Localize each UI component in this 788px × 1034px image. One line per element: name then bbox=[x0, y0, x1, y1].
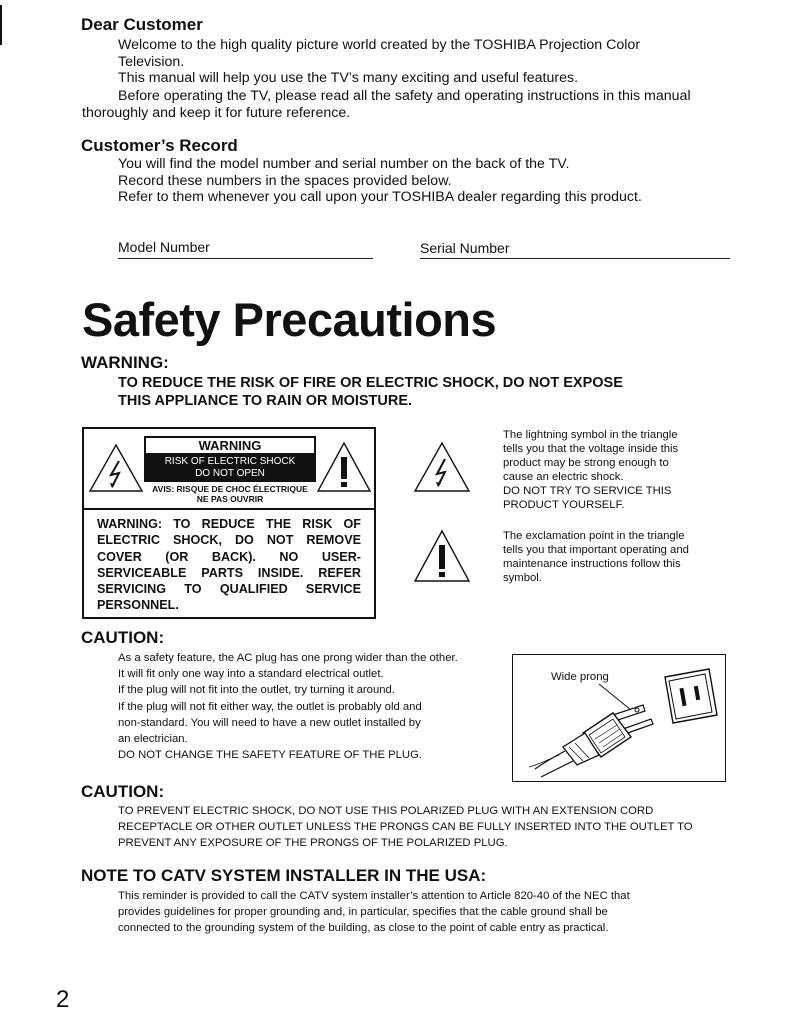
text-line: You will find the model number and serial number on the back of the TV. bbox=[118, 156, 570, 172]
dear-customer-text-2 bbox=[82, 88, 772, 121]
sticker-line: DO NOT OPEN bbox=[195, 468, 265, 479]
caution-heading-2: CAUTION: bbox=[81, 782, 165, 801]
page-edge-mark bbox=[0, 5, 2, 45]
text-line: maintenance instructions follow this bbox=[503, 558, 681, 570]
sticker-line: RISK OF ELECTRIC SHOCK bbox=[164, 456, 296, 467]
caution-heading: CAUTION: bbox=[81, 628, 165, 647]
text-line: non-standard. You will need to have a new outlet installed by bbox=[118, 716, 421, 729]
text-line: PREVENT ANY EXPOSURE OF THE PRONGS OF THE POLARIZED PLUG. bbox=[118, 837, 508, 850]
text-line: Before operating the TV, please read all the safety and operating instructions in this manual bbox=[118, 88, 691, 104]
text-line: The exclamation point in the triangle bbox=[503, 530, 685, 542]
warning-sticker bbox=[144, 436, 316, 482]
text-line: tells you that important operating and bbox=[503, 544, 689, 556]
warning-label-box bbox=[82, 427, 376, 619]
exclamation-explanation bbox=[503, 529, 773, 585]
text-line: It will fit only one way into a standard electrical outlet. bbox=[118, 668, 384, 681]
avis-line: NE PAS OUVRIR bbox=[196, 494, 264, 504]
caution-plug-text bbox=[118, 650, 508, 763]
text-line: tells you that the voltage inside this bbox=[503, 443, 679, 455]
exclamation-triangle-icon bbox=[413, 529, 471, 583]
avis-line: AVIS: RISQUE DE CHOC ÉLECTRIQUE bbox=[152, 484, 308, 494]
text-line: Refer to them whenever you call upon your TOSHIBA dealer regarding this product. bbox=[118, 189, 642, 205]
plug-figure bbox=[512, 654, 726, 782]
text-line: PRODUCT YOURSELF. bbox=[503, 499, 625, 511]
model-number-label: Model Number bbox=[118, 239, 210, 255]
text-line: Television. bbox=[118, 53, 185, 70]
caution-extension-text bbox=[118, 803, 778, 852]
text-line: RECEPTACLE OR OTHER OUTLET UNLESS THE PRONGS CAN BE FULLY INSERTED INTO THE OUTLET TO bbox=[118, 821, 693, 834]
text-line: symbol. bbox=[503, 572, 542, 584]
text-line: connected to the grounding system of the building, as close to the point of cable entry as practical. bbox=[118, 922, 609, 935]
wide-prong-label: Wide prong bbox=[551, 671, 609, 683]
warning-text bbox=[118, 374, 623, 410]
warning-line: TO REDUCE THE RISK OF FIRE OR ELECTRIC SHOCK, DO NOT EXPOSE bbox=[118, 375, 623, 391]
text-line: If the plug will not fit either way, the outlet is probably old and bbox=[118, 700, 422, 713]
text-line: DO NOT CHANGE THE SAFETY FEATURE OF THE PLUG. bbox=[118, 749, 423, 762]
customers-record-heading: Customer’s Record bbox=[81, 136, 238, 155]
page-number: 2 bbox=[56, 986, 70, 1013]
text-line: Welcome to the high quality picture world created by the TOSHIBA Projection Color bbox=[118, 37, 641, 53]
polarized-plug-icon bbox=[513, 655, 725, 781]
label-divider bbox=[84, 508, 374, 510]
text-line: an electrician. bbox=[118, 733, 188, 746]
catv-note-text bbox=[118, 888, 778, 937]
avis-text bbox=[140, 484, 320, 504]
catv-note-heading: NOTE TO CATV SYSTEM INSTALLER IN THE USA: bbox=[81, 866, 487, 885]
warning-line: THIS APPLIANCE TO RAIN OR MOISTURE. bbox=[118, 393, 413, 409]
customers-record-text bbox=[118, 156, 768, 206]
text-line: Record these numbers in the spaces provided below. bbox=[118, 172, 452, 189]
text-line: This reminder is provided to call the CATV system installer’s attention to Article 820-40 of the NEC that bbox=[118, 890, 630, 902]
text-line: If the plug will not fit into the outlet, try turning it around. bbox=[118, 684, 395, 697]
serial-number-label: Serial Number bbox=[420, 240, 510, 256]
lightning-explanation bbox=[503, 428, 773, 512]
text-line: product may be strong enough to bbox=[503, 457, 669, 469]
text-line: cause an electric shock. bbox=[503, 471, 624, 483]
warning-heading: WARNING: bbox=[81, 353, 169, 372]
safety-precautions-title: Safety Precautions bbox=[82, 293, 497, 346]
text-line: thoroughly and keep it for future reference. bbox=[82, 104, 351, 121]
dear-customer-text bbox=[118, 37, 768, 87]
lightning-triangle-icon bbox=[413, 441, 471, 493]
text-line: provides guidelines for proper grounding and, in particular, specifies that the cable ground shall be bbox=[118, 906, 608, 919]
sticker-black-band bbox=[146, 455, 314, 482]
text-line: The lightning symbol in the triangle bbox=[503, 429, 678, 441]
text-line: TO PREVENT ELECTRIC SHOCK, DO NOT USE THIS POLARIZED PLUG WITH AN EXTENSION CORD bbox=[118, 805, 654, 817]
label-warning-text: WARNING: TO REDUCE THE RISK OF ELECTRIC SHOCK, DO NOT REMOVE COVER (OR BACK). NO USER-SERVICEABLE PARTS INSIDE. REFER SERVICING TO QUALIFIED SERVICE PERSONNEL. bbox=[97, 517, 361, 613]
text-line: As a safety feature, the AC plug has one prong wider than the other. bbox=[118, 652, 458, 664]
exclamation-triangle-icon bbox=[316, 441, 372, 493]
dear-customer-heading: Dear Customer bbox=[81, 15, 203, 34]
serial-number-line bbox=[420, 258, 730, 259]
lightning-triangle-icon bbox=[88, 443, 144, 493]
text-line: This manual will help you use the TV’s many exciting and useful features. bbox=[118, 70, 579, 86]
model-number-line bbox=[118, 258, 373, 259]
sticker-title: WARNING bbox=[146, 438, 314, 455]
text-line: DO NOT TRY TO SERVICE THIS bbox=[503, 485, 672, 497]
